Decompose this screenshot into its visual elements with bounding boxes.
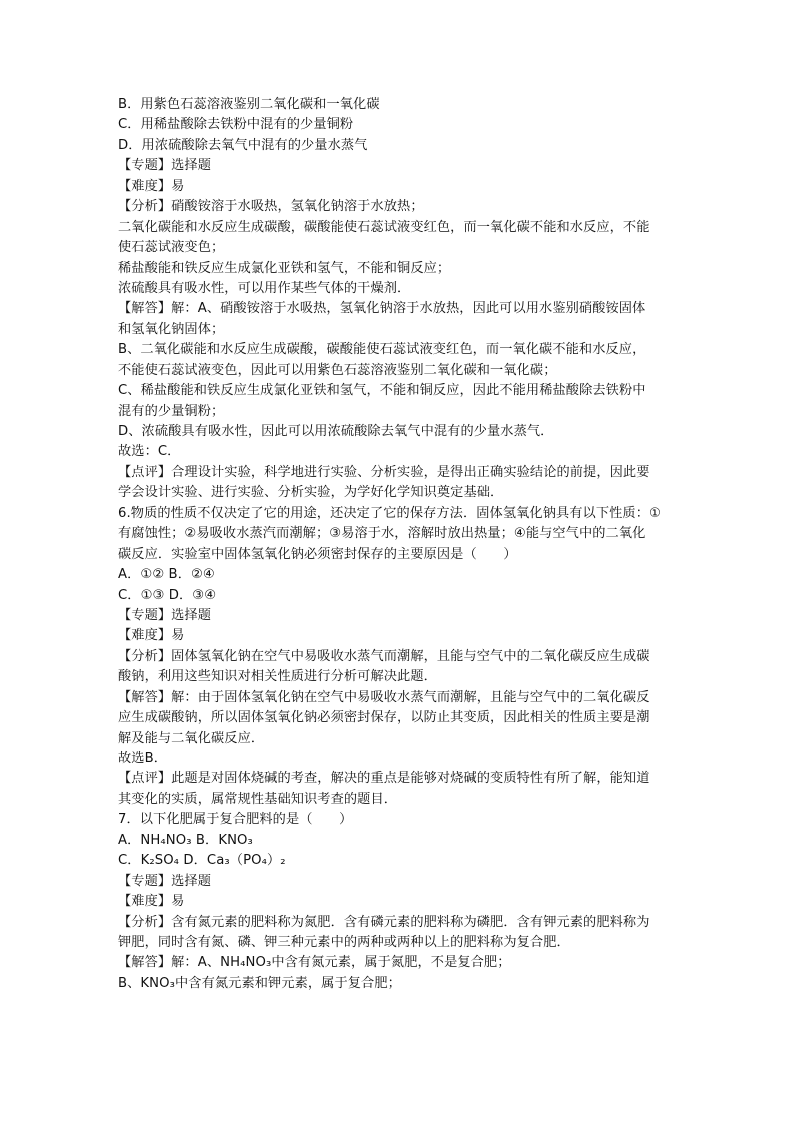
- text-line: 【分析】含有氮元素的肥料称为氮肥．含有磷元素的肥料称为磷肥．含有钾元素的肥料称为: [118, 914, 650, 930]
- text-line: D、浓硫酸具有吸水性，因此可以用浓硫酸除去氧气中混有的少量水蒸气．: [118, 424, 554, 439]
- text-line: 7．以下化肥属于复合肥料的是（ ）: [118, 812, 353, 828]
- text-line: C．K₂SO₄ D．Ca₃（PO₄）₂: [118, 853, 286, 869]
- text-line: 【难度】易: [118, 178, 185, 194]
- text-line: 【解答】解：A、硝酸铵溶于水吸热，氢氧化钠溶于水放热，因此可以用水鉴别硝酸铵固体: [118, 301, 646, 317]
- text-line: 【分析】硝酸铵溶于水吸热，氢氧化钠溶于水放热；: [118, 199, 424, 215]
- text-line: 和氢氧化钠固体；: [118, 321, 225, 337]
- text-line: B、KNO₃中含有氮元素和钾元素，属于复合肥；: [118, 975, 401, 991]
- text-line: 【点评】合理设计实验，科学地进行实验、分析实验，是得出正确实验结论的前提，因此要: [118, 464, 650, 480]
- text-line: 【专题】选择题: [118, 158, 212, 174]
- text-line: 二氧化碳能和水反应生成碳酸，碳酸能使石蕊试液变红色，而一氧化碳不能和水反应，不能: [118, 219, 650, 235]
- text-line: 碳反应．实验室中固体氢氧化钠必须密封保存的主要原因是（ ）: [118, 546, 517, 562]
- text-line: 不能使石蕊试液变色，因此可以用紫色石蕊溶液鉴别二氧化碳和一氧化碳；: [118, 362, 557, 378]
- text-line: 【难度】易: [118, 894, 185, 910]
- page-content: [118, 95, 678, 994]
- text-line: 浓硫酸具有吸水性，可以用作某些气体的干燥剂．: [118, 280, 411, 296]
- text-line: B、二氧化碳能和水反应生成碳酸，碳酸能使石蕊试液变红色，而一氧化碳不能和水反应，: [118, 342, 646, 358]
- text-line: A．①② B．②④: [118, 567, 215, 583]
- text-line: A．NH₄NO₃ B．KNO₃: [118, 832, 253, 848]
- text-line: 稀盐酸能和铁反应生成氯化亚铁和氢气，不能和铜反应；: [118, 260, 451, 276]
- text-line: B．用紫色石蕊溶液鉴别二氧化碳和一氧化碳: [118, 97, 380, 112]
- text-line: 【解答】解：A、NH₄NO₃中含有氮元素，属于氮肥，不是复合肥；: [118, 955, 511, 971]
- text-line: 【专题】选择题: [118, 873, 212, 889]
- text-line: 【解答】解：由于固体氢氧化钠在空气中易吸收水蒸气而潮解，且能与空气中的二氧化碳反: [118, 689, 650, 705]
- text-line: 【专题】选择题: [118, 607, 212, 623]
- text-line: 解及能与二氧化碳反应．: [118, 730, 265, 746]
- text-line: 酸钠，利用这些知识对相关性质进行分析可解决此题．: [118, 669, 437, 685]
- text-line: 使石蕊试液变色；: [118, 240, 225, 256]
- text-line: 其变化的实质，属常规性基础知识考查的题目．: [118, 791, 398, 807]
- text-line: 【分析】固体氢氧化钠在空气中易吸收水蒸气而潮解，且能与空气中的二氧化碳反应生成碳: [118, 648, 650, 664]
- text-line: 应生成碳酸钠，所以固体氢氧化钠必须密封保存，以防止其变质，因此相关的性质主要是潮: [118, 710, 650, 726]
- text-line: 混有的少量铜粉；: [118, 403, 225, 419]
- text-line: 有腐蚀性；②易吸收水蒸汽而潮解；③易溶于水，溶解时放出热量；④能与空气中的二氧化: [118, 526, 646, 542]
- text-line: 【点评】此题是对固体烧碱的考查，解决的重点是能够对烧碱的变质特性有所了解，能知道: [118, 771, 650, 787]
- text-line: 学会设计实验、进行实验、分析实验，为学好化学知识奠定基础．: [118, 485, 504, 501]
- text-line: C．①③ D．③④: [118, 587, 217, 603]
- text-line: C．用稀盐酸除去铁粉中混有的少量铜粉: [118, 117, 354, 133]
- text-line: 故选：C．: [118, 444, 181, 460]
- text-line: 钾肥，同时含有氮、磷、钾三种元素中的两种或两种以上的肥料称为复合肥．: [118, 934, 570, 950]
- text-line: 故选B．: [118, 751, 168, 766]
- text-line: D．用浓硫酸除去氧气中混有的少量水蒸气: [118, 137, 368, 153]
- text-line: 6.物质的性质不仅决定了它的用途，还决定了它的保存方法．固体氢氧化钠具有以下性质：①: [118, 505, 661, 521]
- text-line: C、稀盐酸能和铁反应生成氯化亚铁和氢气，不能和铜反应，因此不能用稀盐酸除去铁粉中: [118, 383, 646, 399]
- text-line: 【难度】易: [118, 628, 185, 644]
